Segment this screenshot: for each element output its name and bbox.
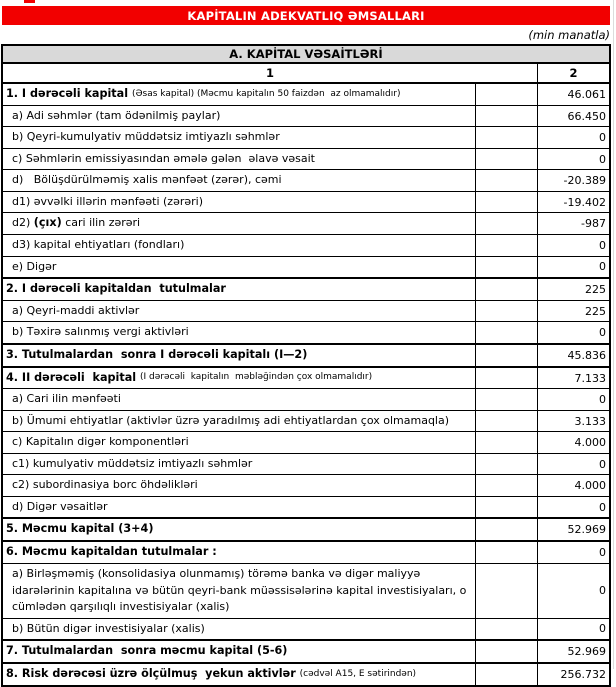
table-row xyxy=(3,234,609,256)
table-row xyxy=(3,277,609,300)
row-label-segment: 2. I dərəcəli kapitaldan tutulmalar xyxy=(6,282,226,296)
row-label-segment: (I dərəcəli kapitalın məbləğindən çox olmamalıdır) xyxy=(140,372,373,383)
row-label xyxy=(3,127,475,148)
row-empty-cell xyxy=(475,454,537,475)
table-row xyxy=(3,662,609,685)
row-label-segment: cari ilin zərəri xyxy=(61,216,141,230)
row-value: 4.000 xyxy=(537,432,609,453)
row-value: 7.133 xyxy=(537,368,609,389)
row-label-segment: b) Ümumi ehtiyatlar (aktivlər üzrə yaradılmış adi ehtiyatlardan çox olmamaqla) xyxy=(12,413,450,427)
row-label xyxy=(3,475,475,496)
row-label-segment: d) Digər vəsaitlər xyxy=(12,499,108,513)
row-value: 0 xyxy=(537,619,609,640)
row-value: -987 xyxy=(537,213,609,234)
row-label xyxy=(3,497,475,518)
row-value: 256.732 xyxy=(537,664,609,685)
row-label-segment: b) Qeyri-kumulyativ müddətsiz imtiyazlı səhmlər xyxy=(12,130,280,144)
row-value: 225 xyxy=(537,279,609,300)
row-value: 52.969 xyxy=(537,519,609,540)
row-label-segment: 3. Tutulmalardan sonra I dərəcəli kapitalı (I—2) xyxy=(6,347,308,361)
row-label-segment: d) Bölüşdürülməmiş xalis mənfəət (zərər), cəmi xyxy=(12,173,282,187)
row-label xyxy=(3,84,475,105)
table-row xyxy=(3,105,609,127)
row-label xyxy=(3,542,475,563)
table-row xyxy=(3,431,609,453)
table-row xyxy=(3,300,609,322)
row-label xyxy=(3,411,475,432)
row-empty-cell xyxy=(475,664,537,685)
row-label-segment: 8. Risk dərəcəsi üzrə ölçülmuş yekun aktivlər xyxy=(6,666,300,680)
row-value: 4.000 xyxy=(537,475,609,496)
row-label-segment: d1) əvvəlki illərin mənfəəti (zərəri) xyxy=(12,194,204,208)
row-empty-cell xyxy=(475,84,537,105)
row-label-segment: a) Adi səhmlər (tam ödənilmiş paylar) xyxy=(12,108,221,122)
row-label-segment: 7. Tutulmalardan sonra məcmu kapital (5-6) xyxy=(6,644,288,658)
table-row xyxy=(3,212,609,234)
row-label xyxy=(3,257,475,278)
row-label xyxy=(3,106,475,127)
row-label-segment: a) Cari ilin mənfəəti xyxy=(12,392,121,406)
table-row xyxy=(3,191,609,213)
row-label-segment: 4. II dərəcəli kapital xyxy=(6,370,140,384)
table-row xyxy=(3,321,609,343)
column-header-1: 1 xyxy=(265,66,274,80)
table-row xyxy=(3,496,609,518)
row-empty-cell xyxy=(475,301,537,322)
row-empty-cell xyxy=(475,475,537,496)
section-header xyxy=(3,46,609,64)
row-empty-cell xyxy=(475,641,537,662)
row-value: 0 xyxy=(537,542,609,563)
table-row xyxy=(3,410,609,432)
row-value: 0 xyxy=(537,322,609,343)
capital-table xyxy=(1,44,611,687)
table-row xyxy=(3,169,609,191)
table-row xyxy=(3,343,609,366)
row-label-segment: c2) subordinasiya borc öhdəlikləri xyxy=(12,478,198,492)
row-label xyxy=(3,301,475,322)
row-label-segment: c) Kapitalın digər komponentləri xyxy=(12,435,189,449)
row-empty-cell xyxy=(475,368,537,389)
table-row xyxy=(3,474,609,496)
row-empty-cell xyxy=(475,170,537,191)
spreadsheet-gridline xyxy=(613,0,614,669)
row-label xyxy=(3,279,475,300)
row-value: 0 xyxy=(537,389,609,410)
row-value: 0 xyxy=(537,454,609,475)
row-label-segment: a) Qeyri-maddi aktivlər xyxy=(12,303,140,317)
row-empty-cell xyxy=(475,389,537,410)
table-row xyxy=(3,453,609,475)
row-value: 225 xyxy=(537,301,609,322)
row-empty-cell xyxy=(475,564,537,618)
column-header-row xyxy=(3,64,609,84)
row-label xyxy=(3,389,475,410)
row-label xyxy=(3,664,475,685)
row-label xyxy=(3,192,475,213)
table-row xyxy=(3,540,609,563)
table-row xyxy=(3,366,609,389)
row-empty-cell xyxy=(475,345,537,366)
row-label xyxy=(3,235,475,256)
section-header-label: A. KAPİTAL VƏSAİTLƏRİ xyxy=(229,47,383,61)
row-label-segment: e) Digər xyxy=(12,259,57,273)
row-empty-cell xyxy=(475,213,537,234)
row-label-segment: d2) xyxy=(12,216,34,230)
row-empty-cell xyxy=(475,542,537,563)
units-note: (min manatla) xyxy=(528,27,610,42)
row-value: 0 xyxy=(537,497,609,518)
row-empty-cell xyxy=(475,411,537,432)
row-value: 0 xyxy=(537,564,609,618)
row-label xyxy=(3,149,475,170)
row-empty-cell xyxy=(475,279,537,300)
row-label-segment: (Əsas kapital) (Məcmu kapitalın 50 faizdən az olmamalıdır) xyxy=(131,88,401,99)
row-label-segment: c1) kumulyativ müddətsiz imtiyazlı səhmlər xyxy=(12,456,253,470)
table-row xyxy=(3,388,609,410)
row-label xyxy=(3,170,475,191)
report-title-banner xyxy=(2,6,610,25)
row-label xyxy=(3,368,475,389)
row-label xyxy=(3,322,475,343)
row-empty-cell xyxy=(475,497,537,518)
row-label xyxy=(3,619,475,640)
row-empty-cell xyxy=(475,127,537,148)
column-header-2: 2 xyxy=(537,64,609,82)
row-value: 45.836 xyxy=(537,345,609,366)
table-row xyxy=(3,126,609,148)
row-empty-cell xyxy=(475,322,537,343)
row-value: -19.402 xyxy=(537,192,609,213)
row-label xyxy=(3,641,475,662)
table-row xyxy=(3,84,609,105)
row-label xyxy=(3,564,475,618)
row-empty-cell xyxy=(475,149,537,170)
table-row xyxy=(3,148,609,170)
row-label xyxy=(3,432,475,453)
row-label-segment: 6. Məcmu kapitaldan tutulmalar : xyxy=(6,545,217,559)
row-label-segment: b) Təxirə salınmış vergi aktivləri xyxy=(12,325,189,339)
row-label-segment: (cədvəl A15, E sətirindən) xyxy=(299,668,417,679)
row-value: -20.389 xyxy=(537,170,609,191)
table-row xyxy=(3,256,609,278)
row-empty-cell xyxy=(475,519,537,540)
table-row xyxy=(3,618,609,640)
table-row xyxy=(3,517,609,540)
table-row xyxy=(3,563,609,618)
row-empty-cell xyxy=(475,192,537,213)
row-label-segment: c) Səhmlərin emissiyasından əmələ gələn əlavə vəsait xyxy=(12,151,315,165)
row-value: 66.450 xyxy=(537,106,609,127)
row-empty-cell xyxy=(475,106,537,127)
report-title: KAPİTALIN ADEKVATLIQ ƏMSALLARI xyxy=(187,8,425,23)
cropped-cell-artifact xyxy=(24,0,35,3)
row-label xyxy=(3,213,475,234)
row-value: 0 xyxy=(537,235,609,256)
row-label-segment: d3) kapital ehtiyatları (fondları) xyxy=(12,238,185,252)
row-value: 0 xyxy=(537,127,609,148)
row-label-segment: (çıx) xyxy=(33,216,62,230)
row-value: 52.969 xyxy=(537,641,609,662)
table-row xyxy=(3,639,609,662)
row-label-segment: a) Birləşməmiş (konsolidasiya olunmamış) törəmə banka və digər maliyyə idarələrinin kapitalına və bütün qeyri-bank müəssisələrinə kapital investisiyaları, o cümlədən qarşılıqlı investisiyalar (xalis) xyxy=(12,567,470,614)
row-label-segment: 1. I dərəcəli kapital xyxy=(6,87,132,100)
row-value: 0 xyxy=(537,149,609,170)
table-body xyxy=(3,84,609,685)
row-empty-cell xyxy=(475,257,537,278)
row-label-segment: b) Bütün digər investisiyalar (xalis) xyxy=(12,621,205,635)
row-empty-cell xyxy=(475,619,537,640)
row-label-segment: 5. Məcmu kapital (3+4) xyxy=(6,522,154,536)
row-value: 3.133 xyxy=(537,411,609,432)
row-label xyxy=(3,454,475,475)
row-label xyxy=(3,345,475,366)
row-value: 0 xyxy=(537,257,609,278)
row-empty-cell xyxy=(475,432,537,453)
row-label xyxy=(3,519,475,540)
row-empty-cell xyxy=(475,235,537,256)
row-value: 46.061 xyxy=(537,84,609,105)
